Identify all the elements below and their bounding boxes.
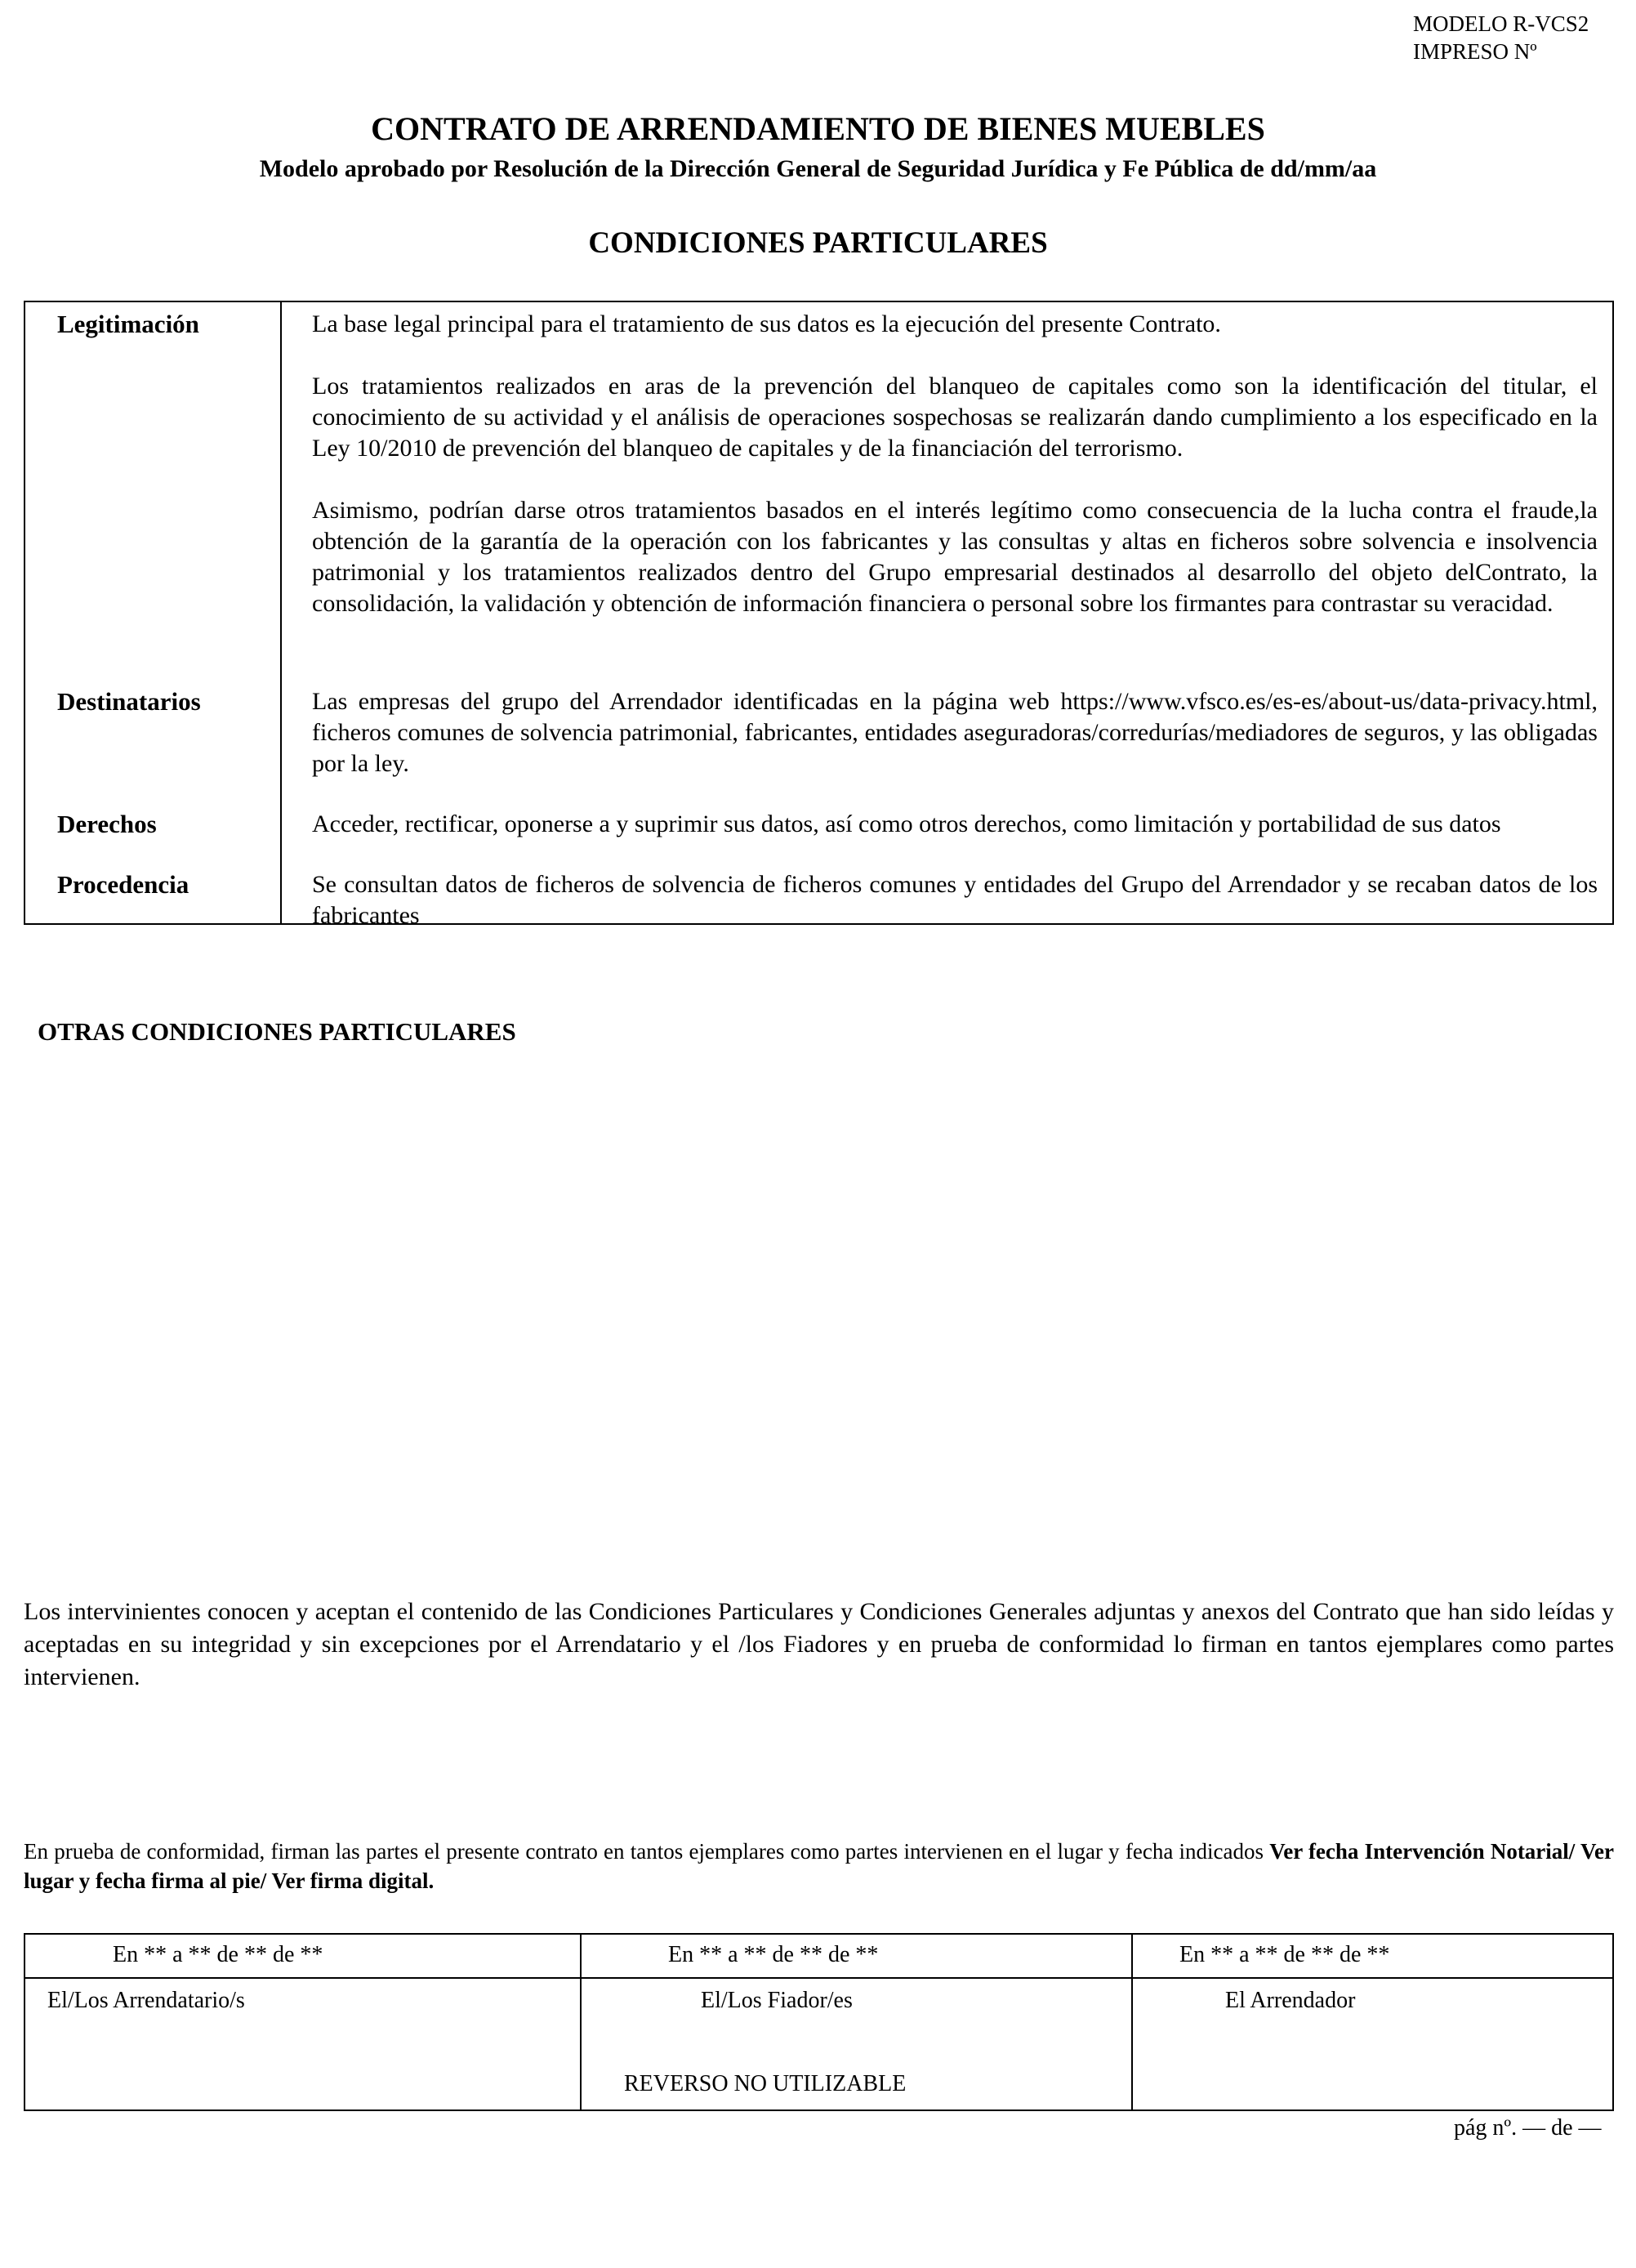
page-number: pág nº. — de — (1454, 2115, 1602, 2141)
document-title: CONTRATO DE ARRENDAMIENTO DE BIENES MUEBLES (371, 110, 1265, 147)
label-destinatarios: Destinatarios (57, 687, 201, 716)
model-code-block (1413, 10, 1589, 65)
destinatarios-text: Las empresas del grupo del Arrendador identificadas en la página web https://www.vfsco.es/es-es/about-us/data-privacy.html, ficheros comunes de solvencia patrimonial, fabricantes, entidades aseguradoras/corredurías/mediadores de seguros, y las obligadas por la ley. (312, 688, 1598, 777)
print-number: IMPRESO Nº (1413, 39, 1537, 64)
signature-note-text: En prueba de conformidad, firman las partes el presente contrato en tantos ejemplares como partes intervienen en el lugar y fecha indicados (24, 1839, 1270, 1864)
signature-note-bold: Ver fecha Intervención Notarial/ Ver lugar y fecha firma al pie/ Ver firma digital. (24, 1839, 1615, 1893)
acceptance-paragraph: Los intervinientes conocen y aceptan el contenido de las Condiciones Particulares y Condiciones Generales adjuntas y anexos del Contrato que han sido leídas y aceptadas en su integridad y sin excepciones por el Arrendatario y el /los Fiadores y en prueba de conformidad lo firman en tantos ejemplares como partes intervienen. (24, 1598, 1614, 1690)
signature-table-col-divider-2 (1131, 1933, 1133, 2111)
signature-role-arrendador: El Arrendador (1225, 1988, 1356, 2013)
table-column-divider (280, 301, 282, 925)
label-legitimacion: Legitimación (57, 310, 199, 338)
signature-role-arrendatario: El/Los Arrendatario/s (47, 1988, 245, 2013)
signature-place-date-arrendador: En ** a ** de ** de ** (1179, 1942, 1390, 1967)
legitimacion-paragraph-1: La base legal principal para el tratamiento de sus datos es la ejecución del presente Contrato. (312, 310, 1221, 337)
procedencia-text: Se consultan datos de ficheros de solvencia de ficheros comunes y entidades del Grupo del Arrendador y se recaban datos de los fabricantes (312, 871, 1598, 929)
signature-table-col-divider-1 (580, 1933, 582, 2111)
legitimacion-paragraph-2: Los tratamientos realizados en aras de la prevención del blanqueo de capitales como son la identificación del titular, el conocimiento de su actividad y el análisis de operaciones sospechosas se realizarán dando cumplimiento a los especificado en la Ley 10/2010 de prevención del blanqueo de capitales y de la financiación del terrorismo. (312, 373, 1598, 462)
document-subtitle: Modelo aprobado por Resolución de la Dirección General de Seguridad Jurídica y Fe Pública de dd/mm/aa (259, 155, 1377, 182)
other-conditions-title: OTRAS CONDICIONES PARTICULARES (38, 1017, 516, 1046)
reverse-not-usable-note: REVERSO NO UTILIZABLE (624, 2071, 907, 2096)
section-title: CONDICIONES PARTICULARES (588, 226, 1048, 260)
legitimacion-paragraph-3: Asimismo, podrían darse otros tratamientos basados en el interés legítimo como consecuencia de la lucha contra el fraude,la obtención de la garantía de la operación con los fabricantes y las consultas y altas en ficheros sobre solvencia e insolvencia patrimonial y los tratamientos realizados dentro del Grupo empresarial destinados al desarrollo del objeto delContrato, la consolidación, la validación y obtención de información financiera o personal sobre los firmantes para contrastar su veracidad. (312, 497, 1598, 617)
derechos-text: Acceder, rectificar, oponerse a y suprimir sus datos, así como otros derechos, como limitación y portabilidad de sus datos (312, 810, 1501, 837)
signature-place-date-fiador: En ** a ** de ** de ** (668, 1942, 879, 1967)
signature-role-fiador: El/Los Fiador/es (701, 1988, 853, 2013)
signature-table-row-divider (24, 1977, 1614, 1979)
label-procedencia: Procedencia (57, 870, 189, 899)
model-code: MODELO R-VCS2 (1413, 11, 1589, 36)
signature-note (24, 1837, 1614, 1895)
label-derechos: Derechos (57, 810, 157, 838)
signature-place-date-arrendatario: En ** a ** de ** de ** (113, 1942, 323, 1967)
